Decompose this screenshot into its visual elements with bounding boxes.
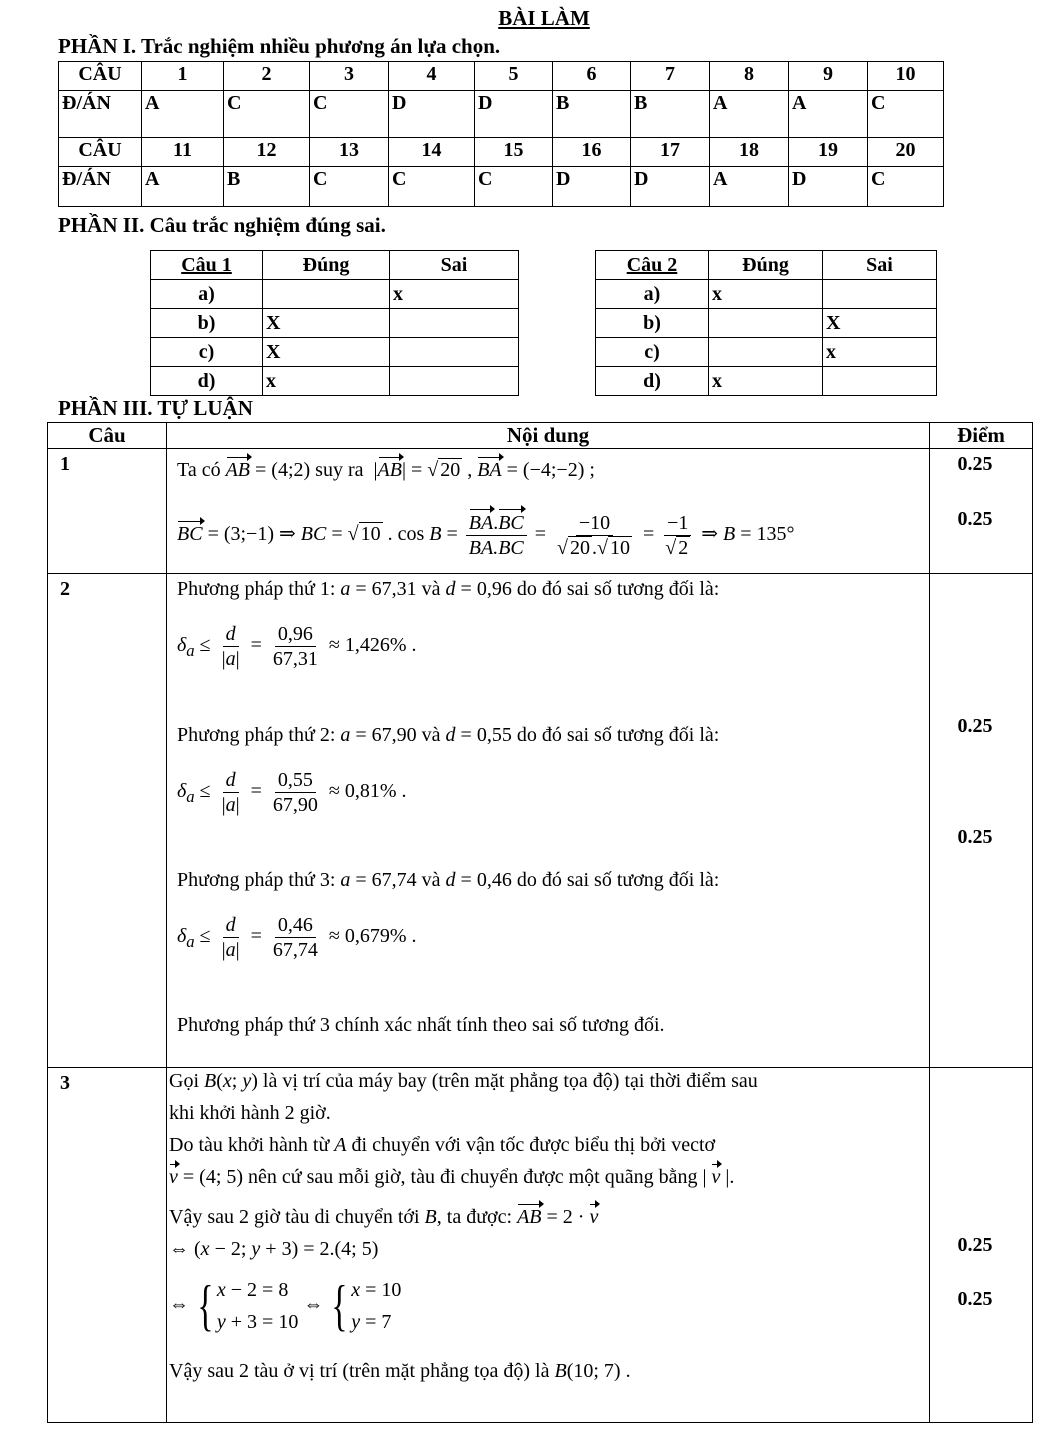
method-line-1: Phương pháp thứ 1: a = 67,31 và d = 0,96 do đó sai số tương đối là: xyxy=(177,578,720,600)
item-label: b) xyxy=(596,309,709,338)
conclusion: Phương pháp thứ 3 chính xác nhất tính theo sai số tương đối. xyxy=(177,1014,665,1036)
question-number: 4 xyxy=(389,62,475,91)
answer-cell: C xyxy=(475,167,553,207)
method-suffix: do đó sai số tương đối là: xyxy=(516,869,720,891)
text-fragment: Do tàu khởi hành từ xyxy=(169,1134,330,1156)
and-word: và xyxy=(421,724,441,746)
item-label: b) xyxy=(151,309,263,338)
question-number: 9 xyxy=(789,62,868,91)
item-label: c) xyxy=(596,338,709,367)
answer-cell: C xyxy=(389,167,475,207)
dung-mark: X xyxy=(263,338,390,367)
item-label: c) xyxy=(151,338,263,367)
dung-mark xyxy=(263,280,390,309)
cau-label: CÂU xyxy=(59,62,142,91)
text-fragment: là vị trí của máy bay (trên mặt phẳng tọa độ) tại thời điểm sau xyxy=(262,1070,758,1092)
question-number: 2 xyxy=(48,574,167,1068)
question-content xyxy=(167,1068,930,1423)
answer-cell: A xyxy=(142,91,224,138)
question-number: 11 xyxy=(142,138,224,167)
answer-cell: A xyxy=(789,91,868,138)
sai-mark xyxy=(390,338,519,367)
col-sai: Sai xyxy=(823,251,937,280)
part2-heading: PHẦN II. Câu trắc nghiệm đúng sai. xyxy=(58,213,386,237)
text-line: Vậy sau 2 giờ tàu di chuyển tới B, ta được: AB = 2 · v xyxy=(169,1206,599,1228)
answer-cell: C xyxy=(224,91,310,138)
question-content xyxy=(167,574,930,1068)
answer-cell: C xyxy=(310,91,389,138)
method-line-2: Phương pháp thứ 2: a = 67,90 và d = 0,55 do đó sai số tương đối là: xyxy=(177,724,720,746)
formula-line: Ta có AB = (4;2) suy ra |AB| = √ 20 , BA = (−4;−2) ; xyxy=(177,459,595,481)
text-fragment: nên cứ sau mỗi giờ, tàu đi chuyển được một quãng bằng xyxy=(248,1166,698,1188)
sai-mark xyxy=(823,280,937,309)
question-number: 18 xyxy=(710,138,789,167)
text-fragment: , ta được: xyxy=(436,1206,513,1228)
formula-line: $\delta_a$ ≤ $\frac{d}{|a|}$ = $\frac{0,46}{67,74}$ ≈ 0,679% . xyxy=(177,914,417,961)
question-number: 17 xyxy=(631,138,710,167)
question-number: 8 xyxy=(710,62,789,91)
method-suffix: do đó sai số tương đối là: xyxy=(516,578,720,600)
col-sai: Sai xyxy=(390,251,519,280)
dung-mark: x xyxy=(263,367,390,396)
dung-mark: x xyxy=(709,280,823,309)
question-row-3 xyxy=(48,1068,1033,1423)
system-line: ⇔ { x − 2 = 8 y + 3 = 10 ⇔ { x = 10 y = 7 xyxy=(169,1275,402,1337)
method-suffix: do đó sai số tương đối là: xyxy=(516,724,720,746)
part1-row2-answers xyxy=(59,167,944,207)
question-number: 12 xyxy=(224,138,310,167)
result-value: ≈ 1,426% . xyxy=(328,634,417,657)
part3-heading: PHẦN III. TỰ LUẬN xyxy=(58,396,253,420)
sai-mark: x xyxy=(823,338,937,367)
question-number: 19 xyxy=(789,138,868,167)
col-diem: Điểm xyxy=(930,423,1033,449)
answer-label: Đ/ÁN xyxy=(59,91,142,138)
answer-cell: D xyxy=(389,91,475,138)
answer-cell: A xyxy=(142,167,224,207)
points-value: 0.25 xyxy=(957,1288,993,1310)
dung-mark: X xyxy=(263,309,390,338)
method-label: Phương pháp thứ 1: xyxy=(177,578,336,600)
question-number: 10 xyxy=(868,62,944,91)
text-fragment: Vậy sau 2 tàu ở vị trí (trên mặt phẳng tọa độ) là xyxy=(169,1360,550,1382)
answer-cell: A xyxy=(710,91,789,138)
question-number: 6 xyxy=(553,62,631,91)
answer-cell: D xyxy=(789,167,868,207)
question-row-2 xyxy=(48,574,1033,1068)
item-label: a) xyxy=(596,280,709,309)
question-content xyxy=(167,449,930,574)
col-dung: Đúng xyxy=(709,251,823,280)
points-cell xyxy=(930,1068,1033,1423)
answer-cell: D xyxy=(553,167,631,207)
points-cell xyxy=(930,449,1033,574)
part1-row1-answers xyxy=(59,91,944,138)
answer-cell: B xyxy=(631,91,710,138)
answer-cell: C xyxy=(310,167,389,207)
and-word: và xyxy=(421,869,441,891)
item-label: d) xyxy=(596,367,709,396)
col-dung: Đúng xyxy=(263,251,390,280)
formula-line: $\delta_a$ ≤ $\frac{d}{|a|}$ = $\frac{0,96}{67,31}$ ≈ 1,426% . xyxy=(177,623,417,670)
text-fragment: đi chuyển với vận tốc được biểu thị bởi vectơ xyxy=(351,1134,716,1156)
text-line: Do tàu khởi hành từ A đi chuyển với vận tốc được biểu thị bởi vectơ xyxy=(169,1134,716,1156)
question-number: 5 xyxy=(475,62,553,91)
question-row-1 xyxy=(48,449,1033,574)
text-line: Gọi B(x; y) là vị trí của máy bay (trên mặt phẳng tọa độ) tại thời điểm sau xyxy=(169,1070,758,1092)
question-number: 15 xyxy=(475,138,553,167)
col-noidung: Nội dung xyxy=(167,423,930,449)
points-value: 0.25 xyxy=(957,826,993,848)
col-cau: Câu xyxy=(48,423,167,449)
sai-mark xyxy=(823,367,937,396)
formula-line: $\delta_a$ ≤ $\frac{d}{|a|}$ = $\frac{0,55}{67,90}$ ≈ 0,81% . xyxy=(177,769,407,816)
answer-cell: A xyxy=(710,167,789,207)
text-fragment: Vậy sau 2 giờ tàu di chuyển tới xyxy=(169,1206,420,1228)
question-number: 14 xyxy=(389,138,475,167)
part1-row1-nums xyxy=(59,62,944,91)
question-number: 7 xyxy=(631,62,710,91)
answer-cell: C xyxy=(868,167,944,207)
page-title: BÀI LÀM xyxy=(498,6,590,30)
dung-mark xyxy=(709,338,823,367)
question-number: 16 xyxy=(553,138,631,167)
question-number: 2 xyxy=(224,62,310,91)
method-line-3: Phương pháp thứ 3: a = 67,74 và d = 0,46 do đó sai số tương đối là: xyxy=(177,869,720,891)
answer-cell: C xyxy=(868,91,944,138)
answer-cell: D xyxy=(631,167,710,207)
text-line: khi khởi hành 2 giờ. xyxy=(169,1102,331,1124)
table-label: Câu 1 xyxy=(151,251,263,280)
points-cell xyxy=(930,574,1033,1068)
result-value: ≈ 0,679% . xyxy=(328,925,417,948)
cau-label: CÂU xyxy=(59,138,142,167)
question-number: 20 xyxy=(868,138,944,167)
essay-table xyxy=(47,422,1033,1423)
points-value: 0.25 xyxy=(957,453,993,475)
answer-cell: B xyxy=(224,167,310,207)
points-value: 0.25 xyxy=(957,508,993,530)
points-value: 0.25 xyxy=(957,1234,993,1256)
dung-mark xyxy=(709,309,823,338)
method-label: Phương pháp thứ 3: xyxy=(177,869,336,891)
part1-answer-table xyxy=(58,61,944,207)
formula-line: ⇔ (x − 2; y + 3) = 2.(4; 5) xyxy=(169,1238,379,1260)
question-number: 13 xyxy=(310,138,389,167)
sai-mark xyxy=(390,309,519,338)
formula-line: BC = (3;−1) ⇒ BC = √ 10 . cos B = $\frac{BA.BC}{BA.BC}$ = $\frac{-10}{√ 20 .√ 10}$ = $\frac{-1}{√ 2}$ ⇒ B = 135° xyxy=(177,512,795,559)
sai-mark: X xyxy=(823,309,937,338)
points-value: 0.25 xyxy=(957,715,993,737)
answer-cell: B xyxy=(553,91,631,138)
sai-mark xyxy=(390,367,519,396)
true-false-table-2 xyxy=(595,250,937,396)
text-line: Vậy sau 2 tàu ở vị trí (trên mặt phẳng tọa độ) là B(10; 7) . xyxy=(169,1360,631,1382)
question-number: 3 xyxy=(48,1068,167,1423)
table-label: Câu 2 xyxy=(596,251,709,280)
answer-label: Đ/ÁN xyxy=(59,167,142,207)
item-label: a) xyxy=(151,280,263,309)
question-number: 3 xyxy=(310,62,389,91)
question-number: 1 xyxy=(48,449,167,574)
result-value: ≈ 0,81% . xyxy=(328,780,407,803)
part1-row2-nums xyxy=(59,138,944,167)
answer-cell: D xyxy=(475,91,553,138)
text-line: v = (4; 5) nên cứ sau mỗi giờ, tàu đi chuyển được một quãng bằng | v |. xyxy=(169,1166,735,1188)
sai-mark: x xyxy=(390,280,519,309)
question-number: 1 xyxy=(142,62,224,91)
true-false-table-1 xyxy=(150,250,519,396)
and-word: và xyxy=(421,578,441,600)
dung-mark: x xyxy=(709,367,823,396)
part1-heading: PHẦN I. Trắc nghiệm nhiều phương án lựa chọn. xyxy=(58,34,501,58)
method-label: Phương pháp thứ 2: xyxy=(177,724,336,746)
item-label: d) xyxy=(151,367,263,396)
